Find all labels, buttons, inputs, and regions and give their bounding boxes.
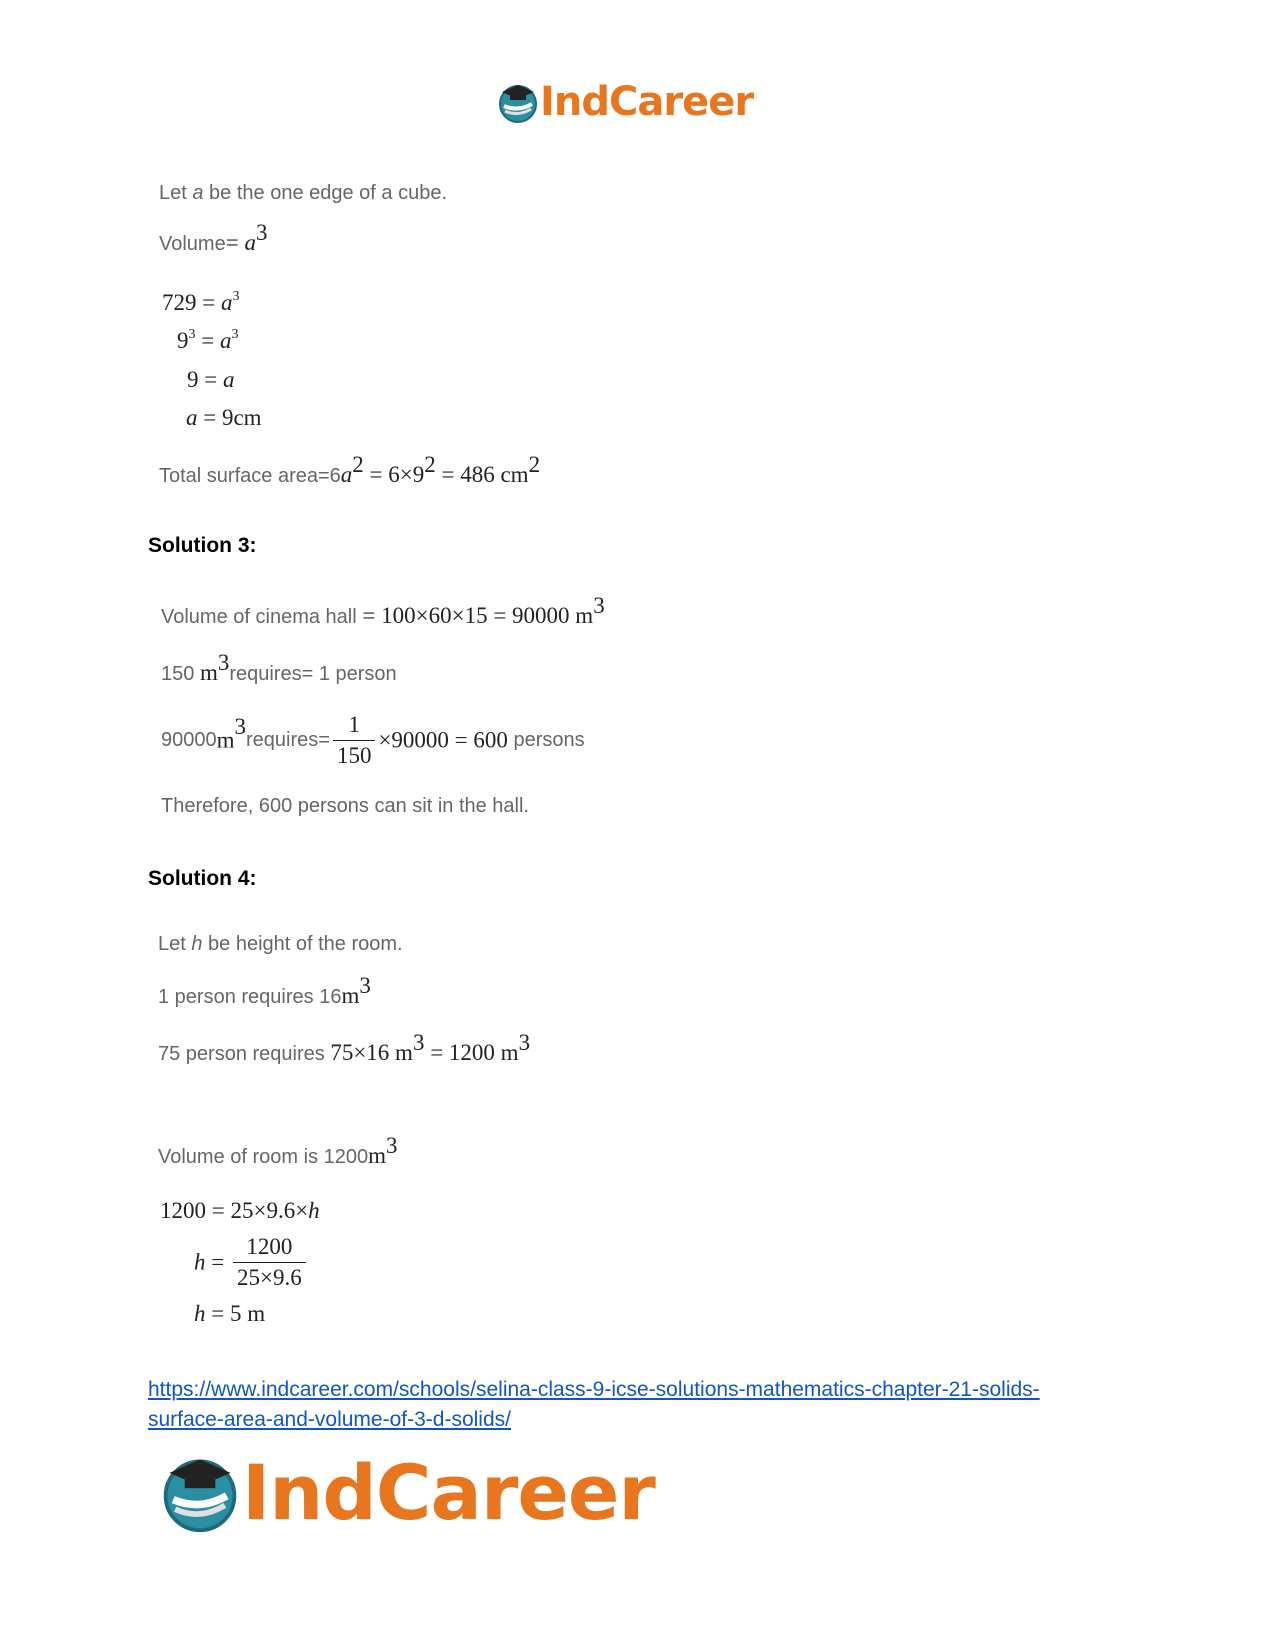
volume-formula: Volume= $a^3$ — [159, 220, 268, 255]
equation-line: $729 = a^3$ — [162, 289, 240, 315]
source-link[interactable]: https://www.indcareer.com/schools/selina-class-9-icse-solutions-mathematics-chapter-21-solids-surface-area-and-volume-of-3-d-solids/ — [148, 1378, 1040, 1431]
equation-line: $9^3 = a^3$ — [177, 327, 239, 353]
requirement-line: 150 $m^3requires= 1$ person — [161, 650, 397, 685]
footer-logo — [158, 1447, 655, 1537]
header-logo — [496, 78, 753, 126]
equation-line: a = 9cm — [186, 405, 262, 430]
total-surface-area-line: Total surface $area=6a^2 = 6\times 9^2 = 486$ $cm^2$ — [159, 452, 541, 487]
solution-4-heading: Solution 4: — [148, 867, 257, 890]
equation-line: 9 = a — [187, 367, 235, 392]
height-fraction-line: h = $\frac{1200}{25\times 9.6}$ — [194, 1234, 309, 1291]
fraction: $\frac{1}{150}$ — [333, 712, 376, 769]
room-volume-line: Volume of room is $1200m^3$ — [158, 1133, 398, 1168]
text-line: Let h be height of the room. — [158, 933, 403, 955]
brand-name: IndCareer — [540, 79, 754, 125]
conclusion-line: Therefore, 600 persons can sit in the hall. — [161, 795, 529, 817]
total-requirement-line: 75 person requires 75×16 $m^3 = 1200$ $m^3$ — [158, 1030, 531, 1065]
requirement-line: 1 person requires $16m^3$ — [158, 973, 371, 1008]
equation-line: 1200 = 25×9.6×h — [160, 1198, 320, 1223]
graduation-globe-icon — [158, 1450, 242, 1534]
graduation-globe-icon — [496, 80, 540, 124]
cinema-volume-line: Volume of cinema hall = 100×60×15 = 90000 $m^3$ — [161, 593, 605, 628]
equation-line: h = 5 m — [194, 1301, 266, 1326]
solution-3-heading: Solution 3: — [148, 534, 257, 557]
text-line: Let a be the one edge of a cube. — [159, 182, 448, 204]
brand-name: IndCareer — [242, 1447, 655, 1537]
fraction: $\frac{1200}{25\times 9.6}$ — [233, 1234, 306, 1291]
persons-calculation: $90000m^3requires=$ $\frac{1}{150}$ ×90000 = 600 persons — [161, 712, 585, 768]
